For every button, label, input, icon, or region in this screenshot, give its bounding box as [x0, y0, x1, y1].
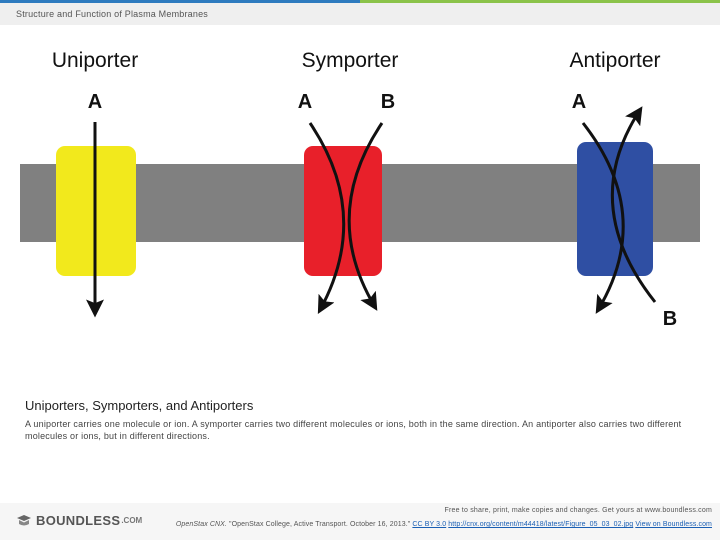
symporter-label-a: A — [297, 91, 313, 113]
transporter-diagram — [0, 25, 720, 345]
page-title: Structure and Function of Plasma Membranes — [16, 9, 208, 19]
uniporter-title: Uniporter — [51, 49, 139, 72]
license-link[interactable]: CC BY 3.0 — [412, 521, 447, 528]
header — [0, 3, 720, 25]
figure-caption: Uniporters, Symporters, and Antiporters — [25, 398, 254, 413]
antiporter-title: Antiporter — [569, 49, 661, 72]
boundless-logo[interactable] — [16, 513, 142, 528]
free-share-notice: Free to share, print, make copies and changes. Get yours at www.boundless.com — [444, 507, 712, 514]
boundless-logo-icon — [16, 514, 32, 528]
symporter-title: Symporter — [301, 49, 399, 72]
attribution-source: "OpenStax College, Active Transport. October 16, 2013." — [226, 521, 413, 528]
logo-suffix: .COM — [121, 516, 143, 525]
antiporter-label-b: B — [662, 308, 678, 330]
attribution-source-italic: OpenStax CNX. — [175, 521, 227, 528]
antiporter-label-a: A — [571, 91, 587, 113]
figure-description: A uniporter carries one molecule or ion. A symporter carries two different molecules or ions, both in the same direction. An antiporter also carries two different molecules or ions, but in different directions. — [25, 419, 682, 441]
uniporter-label-a: A — [87, 91, 103, 113]
view-on-boundless-link[interactable]: View on Boundless.com — [635, 521, 712, 528]
footer — [0, 503, 720, 540]
source-url-link[interactable]: http://cnx.org/content/m44418/latest/Figure_05_03_02.jpg — [448, 521, 634, 528]
attribution — [152, 520, 712, 529]
logo-text: BOUNDLESS — [36, 513, 121, 528]
symporter-label-b: B — [380, 91, 396, 113]
